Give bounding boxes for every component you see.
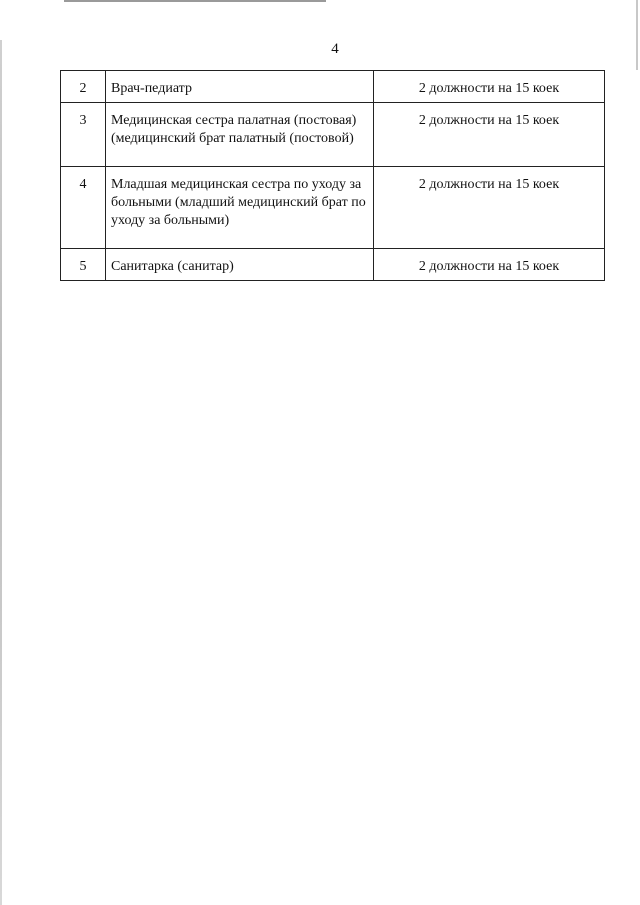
staffing-norm: 2 должности на 15 коек <box>374 249 605 281</box>
staffing-norm: 2 должности на 15 коек <box>374 167 605 249</box>
row-number: 3 <box>61 103 106 167</box>
row-number: 4 <box>61 167 106 249</box>
position-name: Санитарка (санитар) <box>106 249 374 281</box>
row-number: 5 <box>61 249 106 281</box>
scan-edge-right <box>636 0 638 70</box>
position-name: Медицинская сестра палатная (постовая) (медицинский брат палатный (постовой) <box>106 103 374 167</box>
scan-edge-top <box>64 0 326 2</box>
table-row <box>61 71 605 103</box>
table-row <box>61 249 605 281</box>
page-number: 4 <box>331 41 339 57</box>
staffing-norm: 2 должности на 15 коек <box>374 103 605 167</box>
staffing-table <box>60 70 605 281</box>
position-name: Младшая медицинская сестра по уходу за больными (младший медицинский брат по уходу за больными) <box>106 167 374 249</box>
position-name: Врач-педиатр <box>106 71 374 103</box>
row-number: 2 <box>61 71 106 103</box>
table-row <box>61 103 605 167</box>
table-row <box>61 167 605 249</box>
scan-edge-left <box>0 40 2 905</box>
staffing-norm: 2 должности на 15 коек <box>374 71 605 103</box>
